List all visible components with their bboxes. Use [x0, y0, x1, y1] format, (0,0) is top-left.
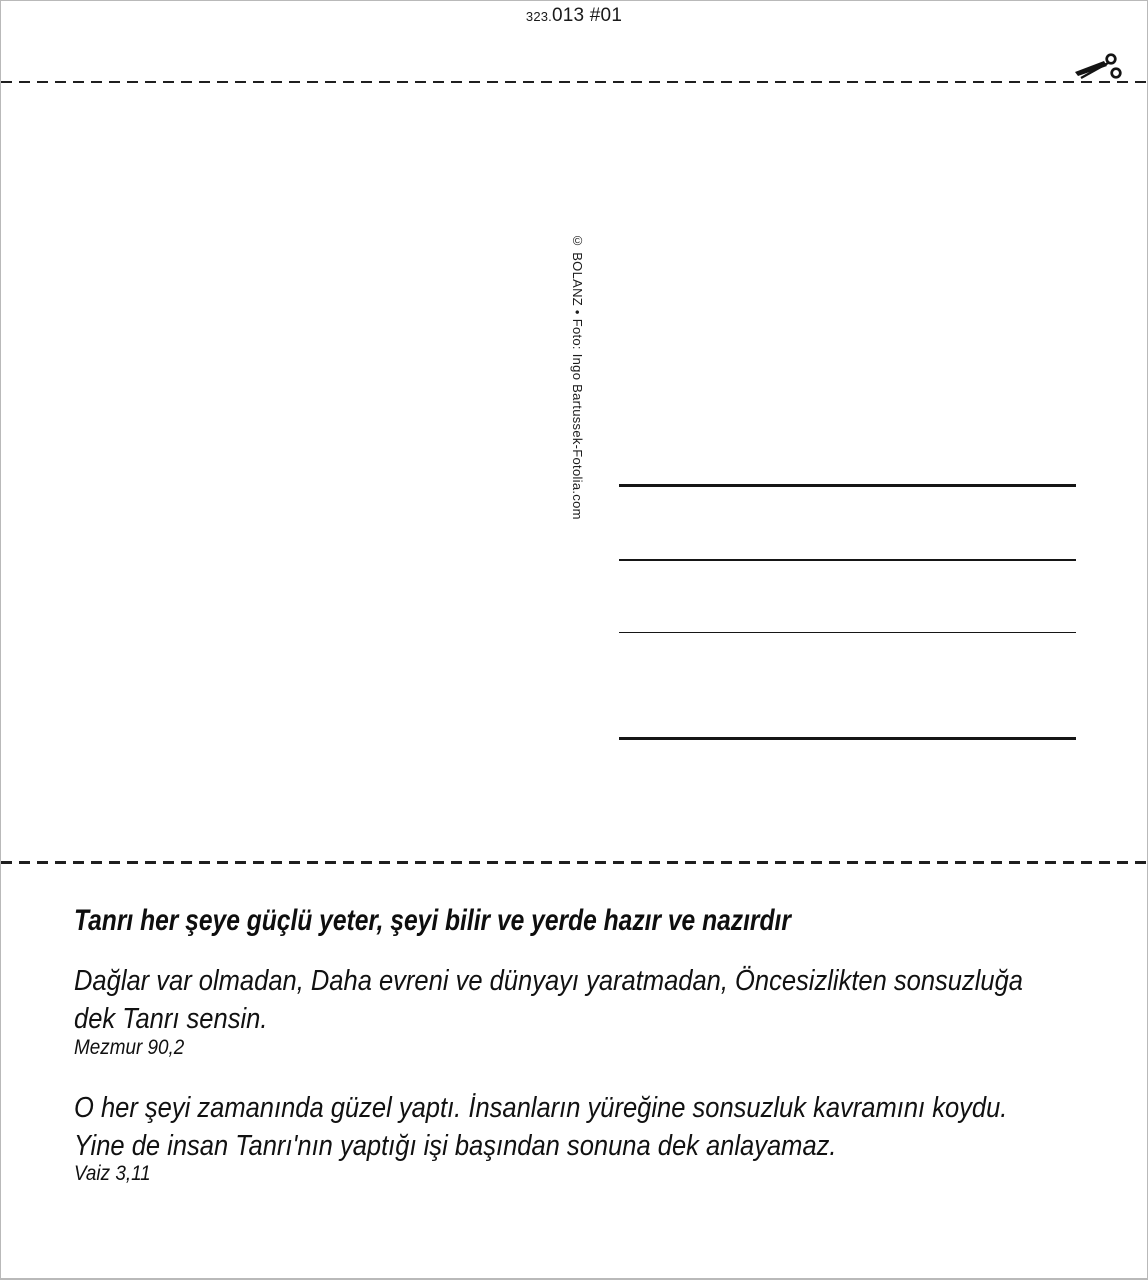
cut-line-bottom	[1, 861, 1147, 864]
photo-credit: © BOLANZ • Foto: Ingo Bartussek-Fotolia.com	[570, 233, 585, 520]
address-line-1	[619, 484, 1076, 487]
verse-quote-2-line-2: Yine de insan Tanrı'nın yaptığı işi başından sonuna dek anlayamaz.	[74, 1130, 837, 1162]
verse-reference-1: Mezmur 90,2	[74, 1036, 185, 1059]
verse-quote-2-line-1: O her şeyi zamanında güzel yaptı. İnsanların yüreğine sonsuzluk kavramını koydu.	[74, 1092, 1008, 1124]
cut-line-top	[1, 81, 1147, 83]
verse-quote-2	[74, 1089, 1007, 1165]
address-line-4	[619, 737, 1076, 740]
verse-quote-1-line-1: Dağlar var olmadan, Daha evreni ve dünyayı yaratmadan, Öncesizlikten sonsuzluğa	[74, 965, 1024, 997]
verse-reference-2: Vaiz 3,11	[74, 1162, 151, 1185]
sheet-code-prefix: 323.	[525, 9, 552, 24]
sheet-code-number: 013 #01	[552, 5, 623, 26]
address-line-2	[619, 559, 1076, 561]
sheet-code	[1, 5, 1147, 27]
verse-quote-1-line-2: dek Tanrı sensin.	[74, 1003, 268, 1035]
scissors-icon	[1073, 51, 1123, 83]
address-line-3	[619, 632, 1076, 633]
verse-quote-1	[74, 962, 1023, 1038]
verse-title: Tanrı her şeye güçlü yeter, şeyi bilir ve yerde hazır ve nazırdır	[74, 904, 791, 937]
